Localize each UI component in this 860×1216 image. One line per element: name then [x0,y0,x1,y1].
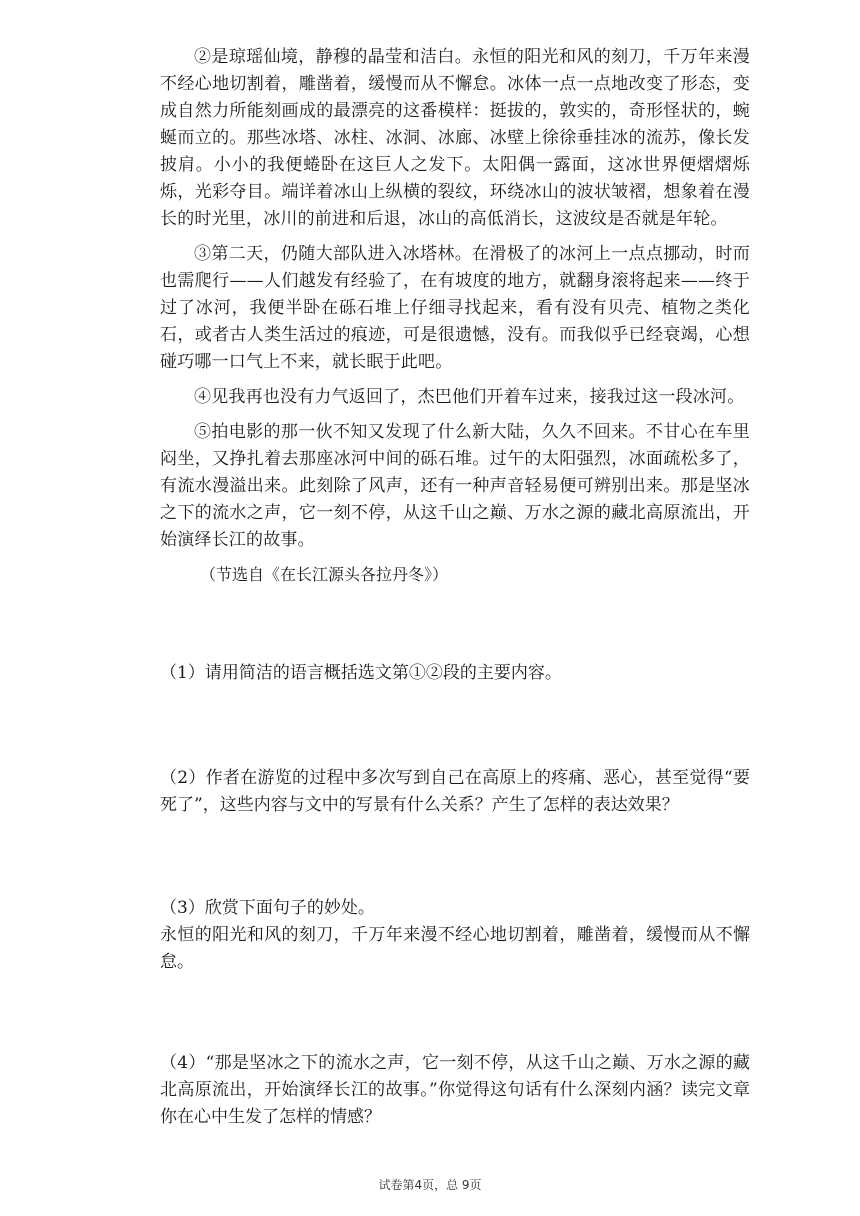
reading-passage [160,44,750,600]
question-2 [160,765,750,819]
passage-paragraph-4: ④见我再也没有力气返回了，杰巴他们开着车过来，接我过这一段冰河。 [194,387,745,407]
page-footer: 试卷第4页，总 9页 [378,1178,482,1192]
question-1 [160,660,750,687]
question-2-text: （2）作者在游览的过程中多次写到自己在高原上的疼痛、恶心，甚至觉得“要死了”，这些内容与文中的写景有什么关系？产生了怎样的表达效果？ [160,768,750,815]
passage-paragraph-2: ②是琼瑶仙境，静穆的晶莹和洁白。永恒的阳光和风的刻刀，千万年来漫不经心地切割着，雕凿着，缓慢而从不懈怠。冰体一点一点地改变了形态，变成自然力所能刻画成的最漂亮的这番模样：挺拔的，敦实的，奇形怪状的，蜿蜒而立的。那些冰塔、冰柱、冰洞、冰廊、冰壁上徐徐垂挂冰的流苏，像长发披肩。小小的我便蜷卧在这巨人之发下。太阳偶一露面，这冰世界便熠熠烁烁，光彩夺目。端详着冰山上纵横的裂纹，环绕冰山的波状皱褶，想象着在漫长的时光里，冰川的前进和后退，冰山的高低消长，这波纹是否就是年轮。 [160,47,750,229]
question-4-text: （4）“那是坚冰之下的流水之声，它一刻不停，从这千山之巅、万水之源的藏北高原流出，开始演绎长江的故事。”你觉得这句话有什么深刻内涵？读完文章你在心中生发了怎样的情感？ [160,1053,750,1127]
question-3-sentence: 永恒的阳光和风的刻刀，千万年来漫不经心地切割着，雕凿着，缓慢而从不懈怠。 [160,925,750,972]
passage-paragraph-3: ③第二天，仍随大部队进入冰塔林。在滑极了的冰河上一点点挪动，时而也需爬行——人们越发有经验了，在有坡度的地方，就翻身滚将起来——终于过了冰河，我便半卧在砾石堆上仔细寻找起来，看有没有贝壳、植物之类化石，或者古人类生活过的痕迹，可是很遗憾，没有。而我似乎已经衰竭，心想碰巧哪一口气上不来，就长眠于此吧。 [160,244,750,372]
question-1-text: （1）请用简洁的语言概括选文第①②段的主要内容。 [160,663,562,683]
passage-paragraph-5: ⑤拍电影的那一伙不知又发现了什么新大陆，久久不回来。不甘心在车里闷坐，又挣扎着去那座冰河中间的砾石堆。过午的太阳强烈，冰面疏松多了，有流水漫溢出来。此刻除了风声，还有一种声音轻易便可辨别出来。那是坚冰之下的流水之声，它一刻不停，从这千山之巅、万水之源的藏北高原流出，开始演绎长江的故事。 [160,422,750,550]
question-3-title: （3）欣赏下面句子的妙处。 [160,898,375,918]
question-4 [160,1050,750,1131]
question-3 [160,895,750,976]
passage-source: （节选自《在长江源头各拉丹冬》） [200,565,449,584]
